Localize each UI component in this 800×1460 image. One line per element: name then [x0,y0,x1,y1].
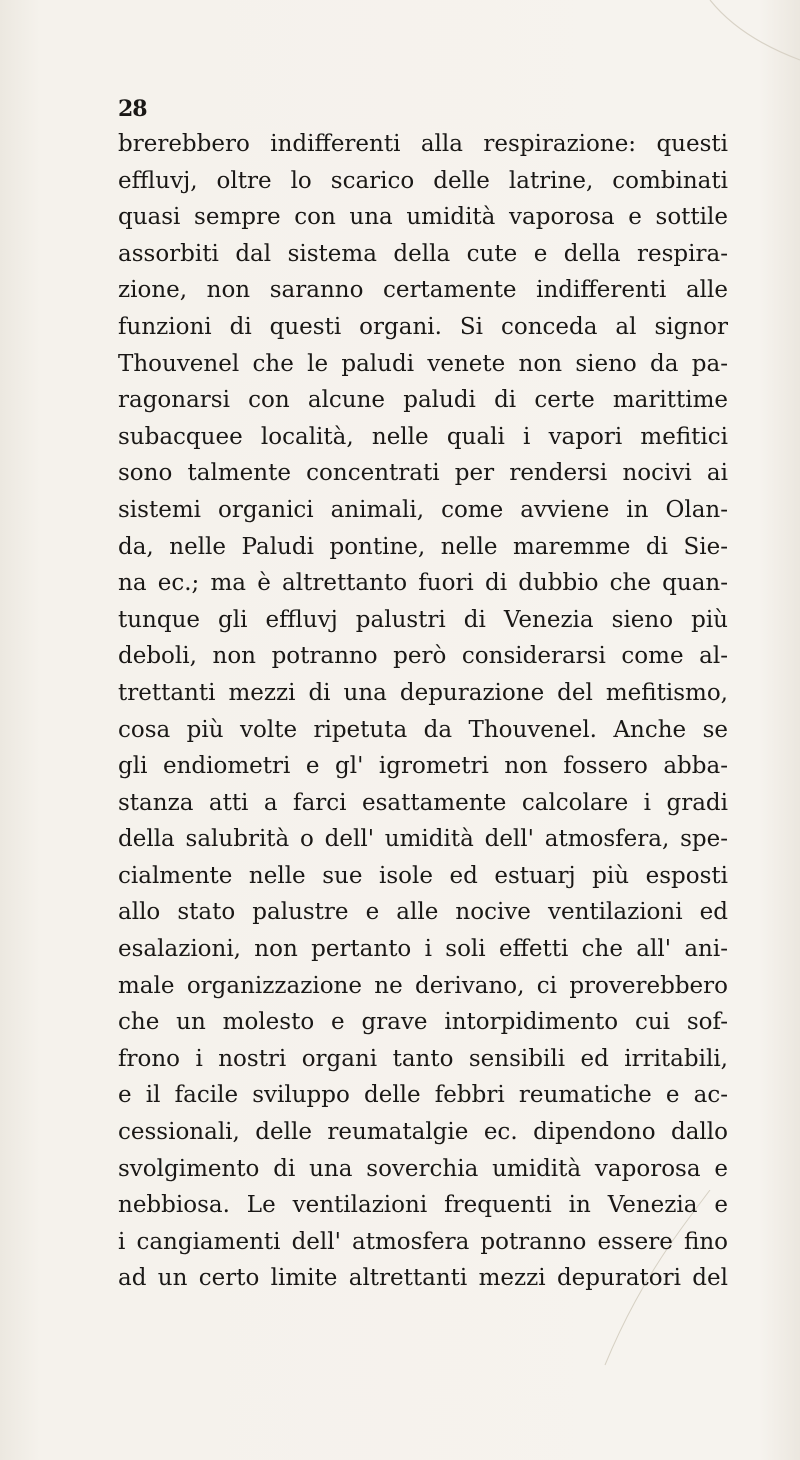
text-line: zione, non saranno certamente indifferenti alle [118,277,728,304]
text-line: Thouvenel che le paludi venete non sieno da pa- [118,350,728,377]
text-line: della salubrità o dell' umidità dell' atmosfera, spe- [118,826,728,853]
text-line: e il facile sviluppo delle febbri reumatiche e ac- [118,1082,728,1109]
text-line: assorbiti dal sistema della cute e della respira- [118,240,728,267]
text-line: svolgimento di una soverchia umidità vaporosa e [118,1155,728,1182]
text-line: nebbiosa. Le ventilazioni frequenti in Venezia e [118,1192,728,1219]
text-line: frono i nostri organi tanto sensibili ed irritabili, [118,1045,728,1072]
text-line: cosa più volte ripetuta da Thouvenel. Anche se [118,716,728,743]
text-line: quasi sempre con una umidità vaporosa e sottile [118,204,728,231]
text-line: trettanti mezzi di una depurazione del mefitismo, [118,679,728,706]
paper-crease-mark [690,0,800,80]
text-line: sono talmente concentrati per rendersi nocivi ai [118,460,728,487]
body-text [118,126,728,1297]
text-line: gli endiometri e gl' igrometri non fossero abba- [118,753,728,780]
text-line: stanza atti a farci esattamente calcolare i gradi [118,789,728,816]
text-line: subacquee località, nelle quali i vapori mefitici [118,423,728,450]
text-line: na ec.; ma è altrettanto fuori di dubbio che quan- [118,570,728,597]
text-line: da, nelle Paludi pontine, nelle maremme di Sie- [118,533,728,560]
text-line: ad un certo limite altrettanti mezzi depuratori del [118,1265,728,1292]
text-line: funzioni di questi organi. Si conceda al signor [118,313,728,340]
text-line: deboli, non potranno però considerarsi come al- [118,643,728,670]
text-line: cessionali, delle reumatalgie ec. dipendono dallo [118,1119,728,1146]
text-line: tunque gli effluvj palustri di Venezia sieno più [118,606,728,633]
text-line: effluvj, oltre lo scarico delle latrine, combinati [118,167,728,194]
text-line: sistemi organici animali, come avviene in Olan- [118,496,728,523]
text-line: brerebbero indifferenti alla respirazione: questi [118,131,728,157]
text-line: che un molesto e grave intorpidimento cui sof- [118,1009,728,1036]
text-line: male organizzazione ne derivano, ci proverebbero [118,972,728,999]
page-number: 28 [118,96,147,122]
text-line: i cangiamenti dell' atmosfera potranno essere fino [118,1228,728,1255]
text-line: esalazioni, non pertanto i soli effetti che all' ani- [118,936,728,963]
text-line: allo stato palustre e alle nocive ventilazioni ed [118,899,728,926]
text-line: ragonarsi con alcune paludi di certe marittime [118,387,728,414]
text-line: cialmente nelle sue isole ed estuarj più esposti [118,862,728,889]
